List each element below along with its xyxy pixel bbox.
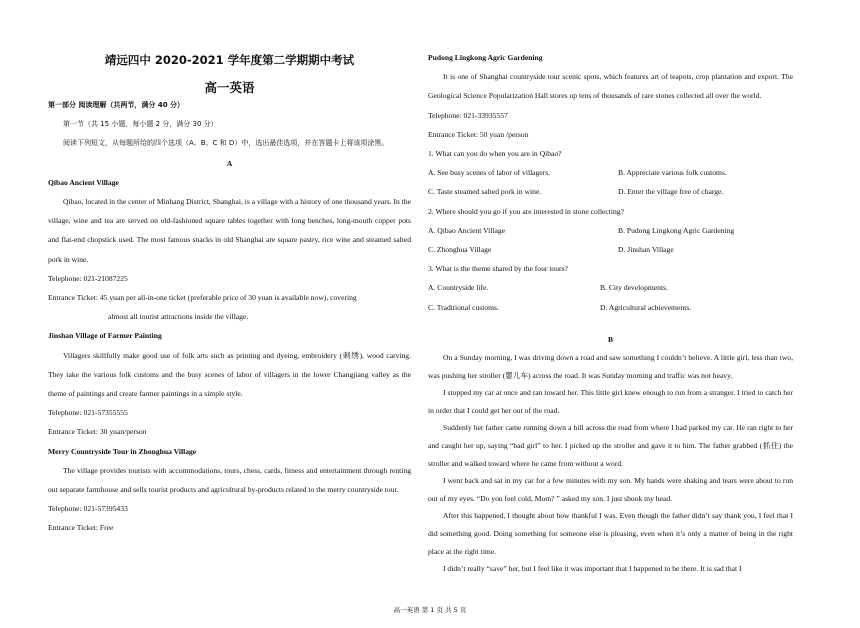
question-stem: 2. Where should you go if you are interested in stone collecting? — [428, 206, 624, 216]
exam-subject: 高一英语 — [204, 80, 255, 95]
spacer — [428, 317, 793, 330]
option-a: A. Qibao Ancient Village — [428, 225, 506, 235]
option-b: B. Appreciate various folk customs. — [618, 168, 727, 178]
story-paragraph: On a Sunday morning, I was driving down a road and saw something I couldn’t believe. A little girl, less than two, was pushing her stroller (婴儿车) across the road. It was Sunday morning and traffic was not heavy. — [428, 353, 793, 380]
ad-ticket-cont: almost all tourist attractions inside the village. — [108, 312, 249, 322]
option-c: C. Zhonghua Village — [428, 245, 492, 255]
ad-title: Jinshan Village of Farmer Painting — [48, 331, 162, 341]
option-a: A. Countryside life. — [428, 283, 489, 293]
passage-b-label: B — [607, 334, 614, 344]
option-b: B. City developments. — [600, 283, 668, 293]
passage-b-body — [428, 349, 793, 578]
ad-ticket: Entrance Ticket: 45 yuan per all-in-one ticket (preferable price of 30 yuan is available now), covering — [48, 293, 357, 303]
option-row — [428, 221, 793, 240]
ad-description: It is one of Shanghai countryside tour scenic spots, which features art of teapots, crop plantation and export. The Geological Science Popularization Hall stores up tens of thousands of rare stones collected all over the world. — [428, 72, 793, 101]
option-c: C. Taste steamed salted pork in wine. — [428, 187, 542, 197]
question-stem: 1. What can you do when you are in Qibao? — [428, 149, 562, 159]
option-a: A. See busy scenes of labor of villagers. — [428, 168, 551, 178]
ad-ticket: Entrance Ticket: Free — [48, 523, 114, 533]
ad-description: The village provides tourists with accommodations, tours, chess, cards, fitness and entertainment through renting out separate farmhouse and sells tourist products and agricultural by-products related to the merry countryside tour. — [48, 465, 411, 495]
left-column — [48, 96, 411, 538]
ad-phone: Telephone: 021-57355555 — [48, 408, 128, 418]
ad-phone: Telephone: 021-57395433 — [48, 504, 128, 514]
option-d: D. Enter the village free of charge. — [618, 187, 724, 197]
option-row — [428, 298, 793, 317]
ad-title: Merry Countryside Tour in Zhonghua Village — [48, 446, 197, 456]
ad-description: Villagers skillfully make good use of folk arts such as printing and dyeing, embroidery (刺绣), wood carving. They take the various folk customs and the busy scenes of labor of villagers in the lower Changjiang valley as the theme of paintings and create farmer paintings in a simple style. — [48, 350, 411, 399]
story-paragraph: After this happened, I thought about how thankful I was. Even though the father didn’t say thank you, I feel that I did something good. Doing something for someone else is pleasing, even when it’s only a matter of being in the right place at the right time. — [428, 511, 793, 556]
story-paragraph: I didn’t really “save” her, but I feel like it was important that I happened to be there. It is sad that I — [443, 564, 742, 574]
part-heading: 第一部分 阅读理解（共两节，满分 40 分） — [48, 101, 185, 109]
option-row — [428, 278, 793, 297]
direction-text: 阅读下列短文，从每题所给的四个选项（A、B、C 和 D）中，选出最佳选项，并在答题卡上将该项涂黑。 — [63, 139, 389, 148]
ad-phone: Telephone: 021-21087225 — [48, 273, 128, 283]
option-b: B. Pudong Lingkong Agric Gardening — [618, 225, 735, 235]
story-paragraph: I stopped my car at once and ran toward her. This little girl knew enough to run from a stranger. I tried to catch her in order that I could get her out of the road. — [428, 388, 793, 415]
page-footer: 高一英语 第 1 页 共 5 页 — [393, 606, 467, 614]
option-row — [428, 182, 793, 201]
ad-phone: Telephone: 021-33935557 — [428, 110, 508, 120]
ad-ticket: Entrance Ticket: 30 yuan/person — [48, 427, 147, 437]
option-c: C. Traditional customs. — [428, 302, 499, 312]
passage-a-label: A — [226, 158, 233, 168]
right-column — [428, 48, 793, 578]
ad-ticket: Entrance Ticket: 50 yuan /person — [428, 129, 529, 139]
option-row — [428, 240, 793, 259]
exam-title: 靖远四中 2020-2021 学年度第二学期期中考试 — [104, 53, 355, 67]
ad-description: Qibao, located in the center of Minhang District, Shanghai, is a village with a history of one thousand years. In the village, wine and tea are served on old-fashioned square tables together with long benches, long-mouth copper pots and flat-end chopstick used. The most famous snacks in old Shanghai are square pastry, rice wine and steamed salted pork in wine. — [48, 197, 411, 264]
option-row — [428, 163, 793, 182]
option-d: D. Agricultural achievements. — [600, 302, 692, 312]
ad-title: Qibao Ancient Village — [48, 177, 119, 187]
ad-title: Pudong Lingkong Agric Gardening — [428, 53, 543, 62]
question-stem: 3. What is the theme shared by the four tours? — [428, 264, 568, 274]
story-paragraph: I went back and sat in my car for a few minutes with my son. My hands were shaking and tears were about to run out of my eyes. “Do you feel cold, Mom? ” asked my son. I just shook my head. — [428, 476, 793, 503]
option-d: D. Jinshan Village — [618, 245, 674, 255]
story-paragraph: Suddenly her father came running down a hill across the road from where I had parked my car. He ran right to her and caught her up, saying “bad girl” to her. I picked up the stroller and gave it to him. The father grabbed (抓住) the stroller and walked toward where he came from without a word. — [428, 423, 793, 468]
section-heading: 第一节（共 15 小题，每小题 2 分，满分 30 分） — [63, 120, 218, 129]
